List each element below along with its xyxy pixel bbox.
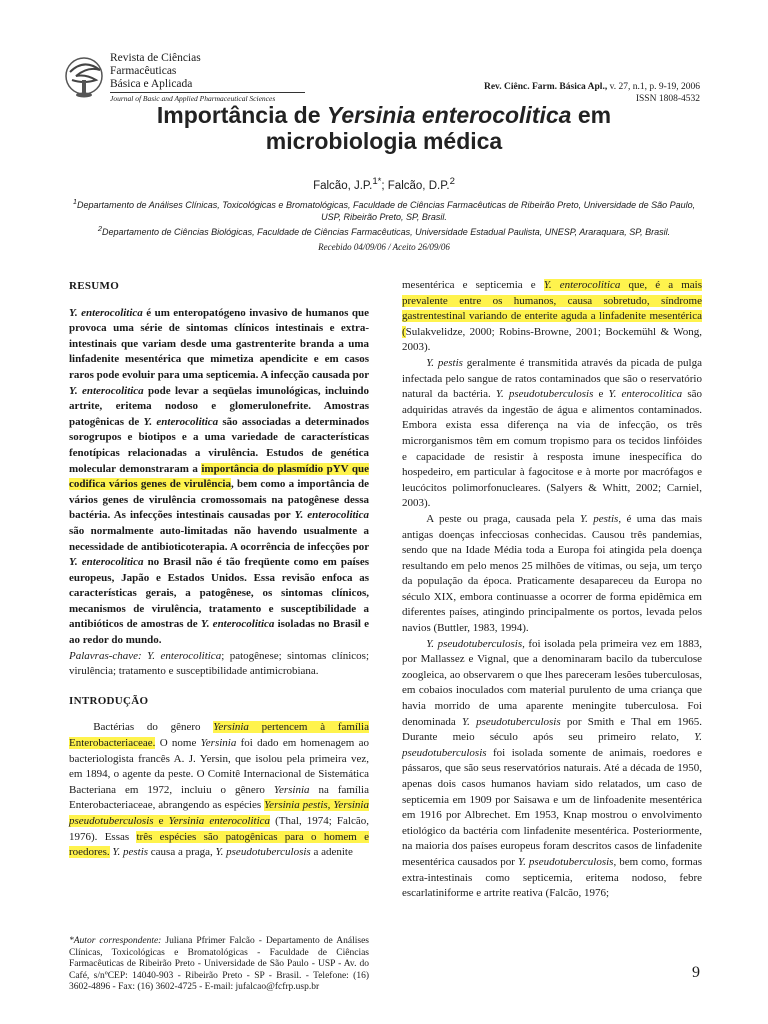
- citation-volume: v. 27, n.1, p. 9-19, 2006: [607, 82, 700, 92]
- body-paragraph: mesentérica e septicemia e Y. enterocolitica que, é a mais prevalente entre os humanos, causa sobretudo, síndrome gastrentestinal variando de enterite aguda a linfadenite mesentérica (Sulakvelidze, 2000; Robins-Browne, 2001; Bockemühl & Wong, 2003).: [402, 279, 702, 354]
- affiliation-1-sup: 1: [72, 197, 77, 206]
- corresponding-author-footnote: *Autor correspondente: Juliana Pfrimer Falcão - Departamento de Análises Clínicas, Toxicológicas e Bromatológicas - Faculdade de Ciências Farmacêuticas de Ribeirão Preto - Universidade de São Paulo - USP - Av. do Café, s/nºCEP: 14040-903 - Ribeirão Preto - SP - Brasil. - Telefone: (16) 3602-4896 - Fax: (16) 3602-4725 - E-mail: jufalcao@fcfrp.usp.br: [69, 936, 369, 993]
- keywords: Palavras-chave: Y. enterocolitica; patogênese; sintomas clínicos; virulência; tratamento e susceptibilidade antimicrobiana.: [69, 649, 369, 678]
- journal-logo-icon: [62, 50, 110, 100]
- author-2-sup: 2: [449, 176, 455, 187]
- title-text: em: [571, 102, 612, 128]
- citation-journal: Rev. Ciênc. Farm. Básica Apl.,: [483, 82, 608, 92]
- journal-english-name: Journal of Basic and Applied Pharmaceutical Sciences: [110, 92, 305, 103]
- highlight: pertencem à família Enterobacteriaceae.: [69, 721, 369, 750]
- affiliation-1: Departamento de Análises Clínicas, Toxicológicas e Bromatológicas, Faculdade de Ciências Farmacêuticas de Ribeirão Preto, Universidade de São Paulo, USP, Ribeirão Preto, SP, Brasil.: [77, 200, 696, 222]
- body-paragraph: Y. pestis geralmente é transmitida através da picada de pulga infectada pelo sangue de ratos contaminados que são o reservatório natural da bactéria. Y. pseudotuberculosis e Y. enterocolitica são adquiridas através da ingestão de água e alimentos contaminados. Embora exista essa diferença na via de infecção, os três microrganismos têm em comum tropismo para os tecidos linfóides e capacidade de resistir à resposta imune inespecífica do hospedeiro, em particular à fagocitose e à morte por macrófagos e leucócitos polimorfonucleares. (Salyers & Whitt, 2002; Carniel, 2003).: [402, 356, 702, 510]
- highlight: Yersinia: [213, 721, 249, 734]
- paper-title: [0, 102, 768, 154]
- intro-heading: INTRODUÇÃO: [69, 694, 149, 707]
- body-paragraph: A peste ou praga, causada pela Y. pestis, é uma das mais antigas doenças infecciosas conhecidas. Causou três pandemias, sendo que na Idade Média toda a Europa foi atingida pela doença resultando em pelo menos 25 milhões de vítimas, ou seja, um terço da população da época. Praticamente desapareceu da Europa no século XIX, embora continuasse a ocorrer de forma epidêmica em diferentes países, atingindo principalmente os portos, levada pelos navios (Buttler, 1983, 1994).: [402, 512, 703, 635]
- title-text: Importância de: [156, 102, 327, 128]
- left-column: [69, 279, 369, 861]
- author-1: Falcão, J.P.: [313, 179, 373, 192]
- body-paragraph: Y. pseudotuberculosis, foi isolada pela primeira vez em 1883, por Mallassez e Vignal, que a denominaram bacilo da tuberculose zoogleica, ao observarem o que lhes pareceram lesões tuberculosas, em cobaios inoculados com material purulento de uma criança que havia morrido de uma aparente meningite tuberculosa. Foi denominada Y. pseudotuberculosis por Smith e Thal em 1965. Durante meio século após seu primeiro relato, Y. pseudotuberculosis foi isolada somente de animais, roedores e pássaros, que são seus reservatórios naturais. Até a década de 1950, apenas dois casos humanos haviam sido relatados, um caso de septicemia em 1909 por Saisawa e um de linfoadenite mesentérica em 1916 por Albrechet. Em 1953, Knap mostrou o envolvimento etiológico da bactéria com linfadenite mesentérica. Posteriormente, na maioria dos países europeus foram descritos casos de linfadenite mesentérica causados por Y. pseudotuberculosis, bem como, formas extra-intestinais como septicemia, eritema nodoso, febre escarlatiniforme e artrite reativa (Falcão, 1976;: [402, 637, 702, 900]
- highlight: Yersinia enterocolitica: [168, 815, 271, 827]
- author-1-sup: 1*: [372, 176, 382, 187]
- highlight: Yersinia pestis, Yersinia pseudotuberculosis: [69, 799, 369, 827]
- affiliation-2: Departamento de Ciências Biológicas, Faculdade de Ciências Farmacêuticas, Universidade Estadual Paulista, UNESP, Araraquara, SP, Brasil.: [102, 227, 671, 237]
- abstract-heading: RESUMO: [69, 280, 120, 292]
- journal-name: [110, 52, 201, 91]
- page-number: 9: [692, 964, 700, 981]
- intro-paragraph: Bactérias do gênero Yersinia pertencem à família Enterobacteriaceae. O nome Yersinia foi dado em homenagem ao bacteriologista francês A. J. Yersin, que isolou pela primeira vez, em 1894, o agente da peste. O Comitê Internacional de Sistemática Bacteriana em 1972, incluiu o gênero Yersinia na família Enterobacteriaceae, abrangendo as espécies Yersinia pestis, Yersinia pseudotuberculosis e Yersinia enterocolitica (Thal, 1974; Falcão, 1976). Essas três espécies são patogênicas para o homem e roedores. Y. pestis causa a praga, Y. pseudotuberculosis a adenite: [69, 721, 370, 859]
- title-line2: microbiologia médica: [265, 128, 503, 154]
- author-2: ; Falcão, D.P.: [381, 179, 450, 192]
- abstract-text: Y. enterocolitica é um enteropatógeno invasivo de humanos que provoca uma série de sintomas clínicos intestinais e extra-intestinais que variam desde uma gastrenterite branda a uma linfadenite mesentérica que mimetiza apendicite e em casos raros pode evoluir para uma septicemia. A infecção causada por Y. enterocolitica pode levar a seqüelas imunológicas, incluindo artrite, eritema nodoso e glomerulonefrite. Amostras patogênicas de Y. enterocolitica são associadas a determinados sorogrupos e biotipos e a uma variedade de características fenotípicas relacionadas a virulência. Estudos de genética molecular demonstraram a importância do plasmídio pYV que codifica vários genes de virulência, bem como a importância de vários genes de virulência cromossomais na patogênese dessa bactéria. As infecções intestinais causadas por Y. enterocolitica são normalmente auto-limitadas não havendo usualmente a necessidade de antibioticoterapia. A ocorrência de infecções por Y. enterocolitica no Brasil não é tão freqüente como em países europeus, Japão e Estados Unidos. Essa revisão enfoca as características gerais, a patogênese, os sintomas clínicos, mecanismos de virulência, tratamento e susceptibilidade a antibióticos de amostras de Y. enterocolitica isoladas no Brasil e ao redor do mundo.: [69, 306, 370, 647]
- journal-name-line: Farmacêuticas: [110, 65, 177, 77]
- received-date: Recebido 04/09/06 / Aceito 26/09/06: [318, 242, 450, 252]
- highlight: três espécies são patogênicas para o homem e roedores.: [69, 830, 370, 859]
- issn: ISSN 1808-4532: [635, 94, 700, 104]
- title-species: Yersinia enterocolitica: [326, 102, 572, 128]
- journal-name-line: Revista de Ciências: [110, 52, 201, 64]
- right-column: [402, 278, 702, 902]
- highlight: Y. enterocolitica: [543, 279, 621, 291]
- affiliation-2-sup: 2: [97, 224, 103, 233]
- affiliations: [72, 196, 696, 239]
- highlight: importância do plasmídio pYV que codifica vários genes de virulência: [69, 462, 369, 491]
- highlight: que, é a mais prevalente entre os humanos, causa sobretudo, síndrome gastrentestinal variando de enterite aguda a linfadenite mesentérica (: [402, 279, 702, 338]
- journal-name-line: Básica e Aplicada: [110, 78, 193, 90]
- authors: [0, 176, 768, 192]
